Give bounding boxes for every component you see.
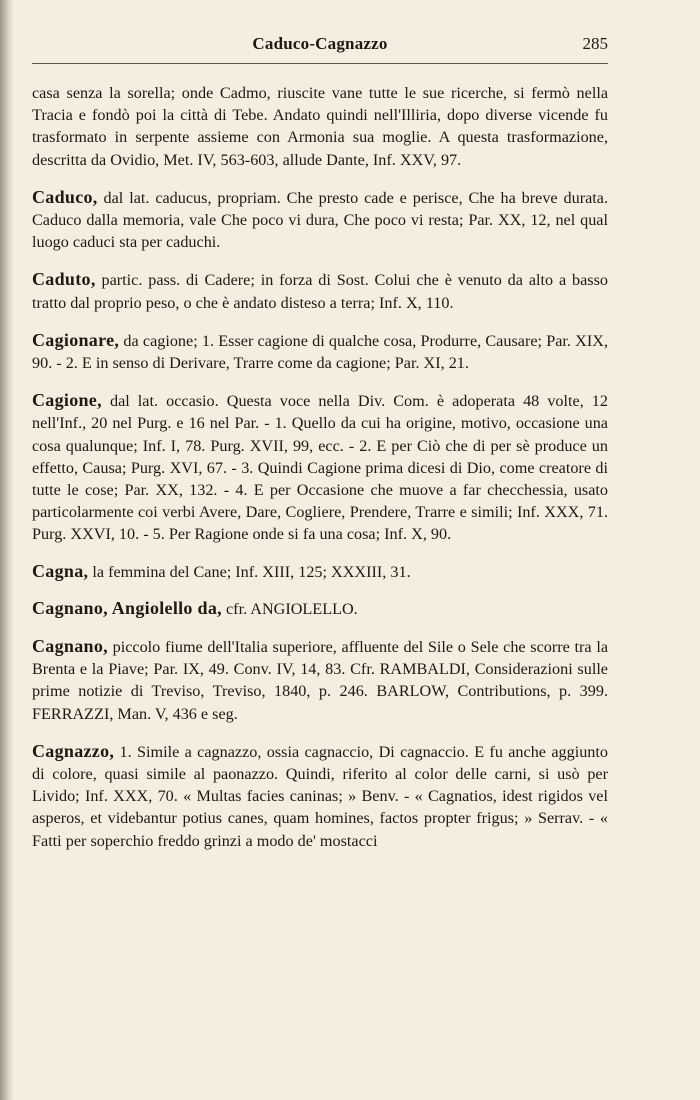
entry-headword: Caduco, xyxy=(32,186,98,207)
entry-headword: Cagione, xyxy=(32,390,102,411)
entry-cagnazzo xyxy=(32,740,608,852)
entry-text: cfr. ANGIOLELLO. xyxy=(221,599,358,618)
entry-text: la femmina del Cane; Inf. XIII, 125; XXXIII, 31. xyxy=(88,562,411,581)
entry-headword: Cagnano, xyxy=(32,636,108,657)
entry-cadmo-continuation xyxy=(32,82,608,171)
entry-headword: Caduto, xyxy=(32,269,96,290)
entry-text: dal lat. caducus, propriam. Che presto cade e perisce, Che ha breve durata. Caduco dalla memoria, vale Che poco vi dura, Che poco vi resta; Par. XX, 12, nel qual luogo caduci sta per caduchi. xyxy=(32,188,608,252)
entry-text: 1. Simile a cagnazzo, ossia cagnaccio, Di cagnaccio. E fu anche aggiunto di colore, quasi simile al paonazzo. Quindi, riferito al color delle carni, si usò per Livido; Inf. XXX, 70. « Multas facies caninas; » Benv. - « Cagnatios, idest rigidos vel asperos, et videbantur potius canes, quam homines, factos propter frigus; » Serrav. - « Fatti per soperchio freddo grinzi a modo de' mostacci xyxy=(32,742,608,850)
entry-headword: Cagna, xyxy=(32,560,89,581)
running-head: Caduco-Cagnazzo xyxy=(252,34,388,53)
entry-headword: Cagionare, xyxy=(32,329,120,350)
entry-text: casa senza la sorella; onde Cadmo, riuscite vane tutte le sue ricerche, si fermò nella Tracia e fondò poi la città di Tebe. Andato quindi nell'Illiria, dopo diverse vicende fu trasformato in serpente assieme con Armonia sua moglie. A questa trasformazione, descritta da Ovidio, Met. IV, 563-603, allude Dante, Inf. XXV, 97. xyxy=(32,84,608,169)
page-header xyxy=(32,34,608,64)
entry-text: piccolo fiume dell'Italia superiore, affluente del Sile o Sele che scorre tra la Brenta e la Piave; Par. IX, 49. Conv. IV, 14, 83. Cfr. RAMBALDI, Considerazioni sulle prime notizie di Treviso, Treviso, 1840, p. 246. BARLOW, Contributions, p. 399. FERRAZZI, Man. V, 436 e seg. xyxy=(32,638,608,723)
dictionary-column xyxy=(32,82,608,852)
page-binding-edge xyxy=(0,0,14,1100)
header-rule xyxy=(32,63,608,64)
entry-text: dal lat. occasio. Questa voce nella Div. Com. è adoperata 48 volte, 12 nell'Inf., 20 nel Purg. e 16 nel Par. - 1. Quello da cui ha origine, motivo, occasione una cosa qualunque; Inf. I, 78. Purg. XVII, 99, ecc. - 2. E per Ciò che di per sè produce un effetto, Causa; Purg. XVI, 67. - 3. Quindi Cagione prima dicesi di Dio, come creatore di tutte le cose; Par. XX, 132. - 4. E per Occasione che muove a far checchessia, usato particolarmente coi verbi Avere, Dare, Cogliere, Prendere, Trarre e simili; Inf. XXX, 71. Purg. XXVI, 10. - 5. Per Ragione onde si fa una cosa; Inf. X, 90. xyxy=(32,392,608,544)
entry-headword: Cagnazzo, xyxy=(32,740,115,761)
entry-text: da cagione; 1. Esser cagione di qualche cosa, Produrre, Causare; Par. XIX, 90. - 2. E in senso di Derivare, Trarre come da cagione; Par. XI, 21. xyxy=(32,331,608,373)
entry-caduto xyxy=(32,268,608,313)
entry-cagione xyxy=(32,389,608,545)
page-number: 285 xyxy=(582,34,608,53)
entry-cagna xyxy=(32,560,608,583)
entry-headword: Cagnano, Angiolello da, xyxy=(32,597,222,618)
entry-cagnano-angiolello xyxy=(32,597,608,620)
entry-caduco xyxy=(32,186,608,254)
entry-text: partic. pass. di Cadere; in forza di Sost. Colui che è venuto da alto a basso tratto dal proprio peso, o che è andato disteso a terra; Inf. X, 110. xyxy=(32,271,608,312)
entry-cagionare xyxy=(32,329,608,374)
entry-cagnano-fiume xyxy=(32,635,608,725)
